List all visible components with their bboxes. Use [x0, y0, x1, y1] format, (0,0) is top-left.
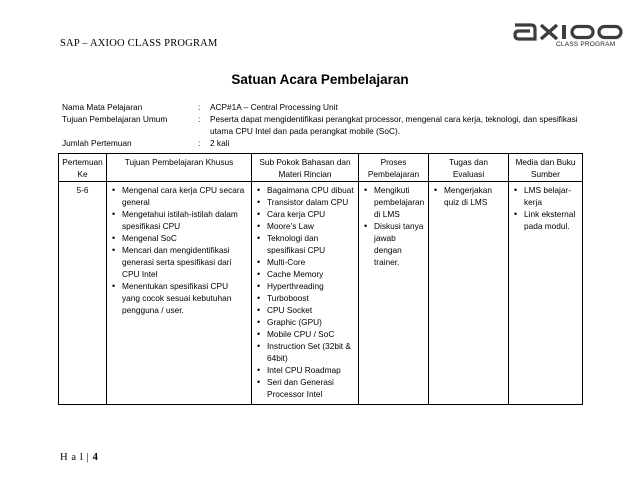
list-item: • Diskusi tanya jawab dengan trainer.: [374, 220, 425, 268]
cell-media: [509, 182, 583, 405]
list-item: • Hyperthreading: [267, 280, 355, 292]
lesson-plan-table: [58, 153, 583, 405]
list-item: • Seri dan Generasi Processor Intel: [267, 376, 355, 400]
page-number: 4: [92, 452, 99, 463]
tugas-list: [432, 184, 505, 208]
list-item: • Mengenal cara kerja CPU secara general: [122, 184, 248, 208]
header-line: Tujuan Pembelajaran Khusus: [124, 157, 234, 167]
header-tujuan: [107, 154, 252, 182]
list-item: • Graphic (GPU): [267, 316, 355, 328]
cell-tujuan: [107, 182, 252, 405]
cell-tugas: [429, 182, 509, 405]
info-row-pertemuan: [62, 137, 582, 149]
list-item: • LMS belajar-kerja: [524, 184, 579, 208]
header-line: Evaluasi: [452, 169, 485, 179]
list-item: • Menentukan spesifikasi CPU yang cocok sesuai kebutuhan pengguna / user.: [122, 280, 248, 316]
list-item: • Transistor dalam CPU: [267, 196, 355, 208]
header-materi: [252, 154, 359, 182]
list-item: • Mengetahui istilah-istilah dalam spesifikasi CPU: [122, 208, 248, 232]
header-pertemuan: [59, 154, 107, 182]
header-line: Sub Pokok Bahasan dan: [259, 157, 351, 167]
list-item: • Mencari dan mengidentifikasi generasi serta spesifikasi dari CPU Intel: [122, 244, 248, 280]
info-row-mata-pelajaran: [62, 101, 582, 113]
info-label: Nama Mata Pelajaran: [62, 102, 143, 112]
tujuan-list: [110, 184, 248, 316]
list-item: • Turboboost: [267, 292, 355, 304]
page-separator: |: [86, 452, 90, 463]
info-label: Tujuan Pembelajaran Umum: [62, 114, 168, 124]
list-item: • Instruction Set (32bit & 64bit): [267, 340, 355, 364]
page-title: Satuan Acara Pembelajaran: [231, 72, 409, 87]
header-line: Media dan Buku: [515, 157, 576, 167]
info-value: 2 kali: [210, 138, 230, 148]
info-label: Jumlah Pertemuan: [62, 138, 132, 148]
course-info: [62, 101, 582, 149]
list-item: • Intel CPU Roadmap: [267, 364, 355, 376]
list-item: • Mengikuti pembelajaran di LMS: [374, 184, 425, 220]
header-line: Ke: [77, 169, 88, 179]
list-item: • CPU Socket: [267, 304, 355, 316]
materi-list: [255, 184, 355, 400]
header-proses: [359, 154, 429, 182]
header-media: [509, 154, 583, 182]
media-list: [512, 184, 579, 232]
list-item: • Multi-Core: [267, 256, 355, 268]
info-colon: :: [198, 114, 201, 124]
list-item: • Bagaimana CPU dibuat: [267, 184, 355, 196]
list-item: • Cara kerja CPU: [267, 208, 355, 220]
cell-materi: [252, 182, 359, 405]
cell-pertemuan: 5-6: [59, 182, 107, 405]
list-item: • Mengenal SoC: [122, 232, 248, 244]
list-item: • Mengerjakan quiz di LMS: [444, 184, 505, 208]
info-colon: :: [198, 138, 201, 148]
logo-subtitle: CLASS PROGRAM: [556, 41, 616, 48]
table-header-row: [59, 154, 583, 182]
header-line: Materi Rincian: [278, 169, 332, 179]
header-line: Proses: [380, 157, 407, 167]
header-tugas: [429, 154, 509, 182]
info-colon: :: [198, 102, 201, 112]
table-row: [59, 182, 583, 405]
header-line: Pembelajaran: [367, 169, 420, 179]
list-item: • Moore’s Law: [267, 220, 355, 232]
list-item: • Cache Memory: [267, 268, 355, 280]
info-value: Peserta dapat mengidentifikasi perangkat processor, mengenal cara kerja, teknologi, dan spesifikasi utama CPU Intel dan pada perangkat mobile (SoC).: [210, 114, 578, 136]
header-line: Sumber: [530, 169, 561, 179]
cell-proses: [359, 182, 429, 405]
page-label: H a l: [60, 452, 84, 463]
list-item: • Link eksternal pada modul.: [524, 208, 579, 232]
list-item: • Mobile CPU / SoC: [267, 328, 355, 340]
header-line: Pertemuan: [62, 157, 103, 167]
header-line: Tugas dan: [449, 157, 488, 167]
proses-list: [362, 184, 425, 268]
list-item: • Teknologi dan spesifikasi CPU: [267, 232, 355, 256]
document-header-program: SAP – AXIOO CLASS PROGRAM: [60, 38, 218, 49]
info-row-tujuan: [62, 113, 582, 137]
page-footer: [60, 452, 98, 463]
info-value: ACP#1A – Central Processing Unit: [210, 102, 338, 112]
axioo-logo-icon: [511, 20, 626, 42]
